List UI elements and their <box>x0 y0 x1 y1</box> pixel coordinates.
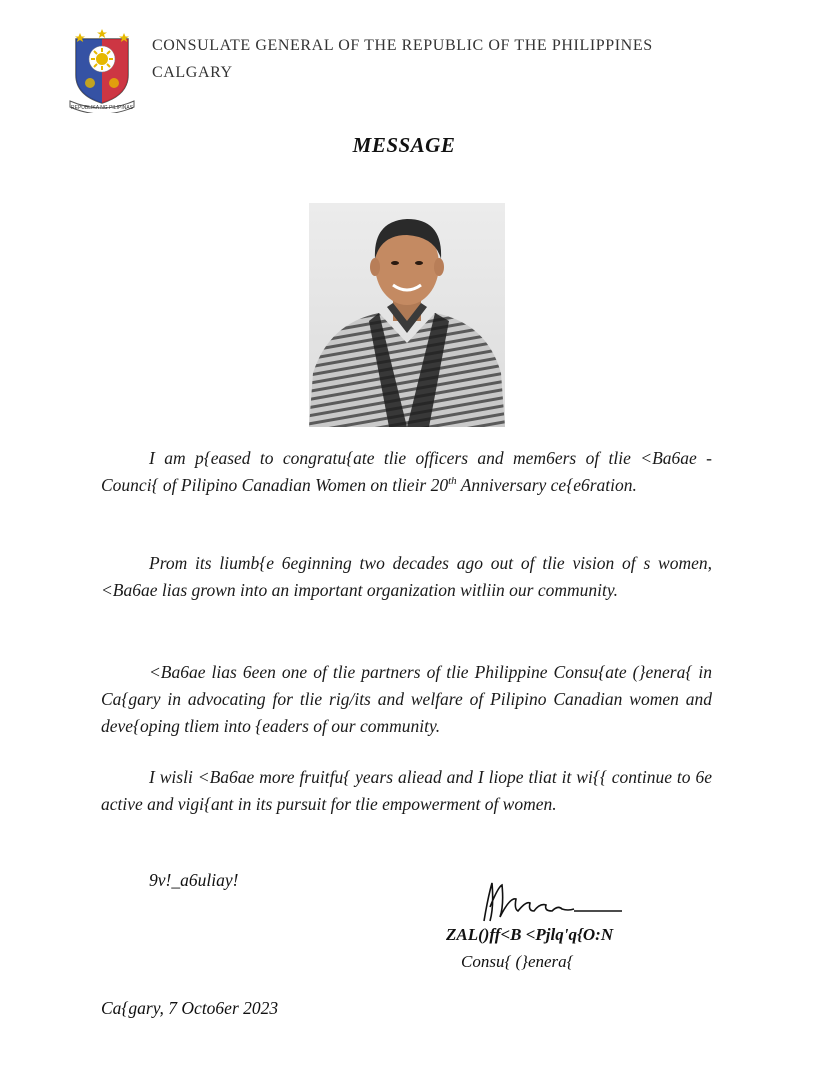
page-title: MESSAGE <box>352 133 456 157</box>
paragraph-wishes <box>101 764 712 818</box>
consulate-city: CALGARY <box>152 64 233 81</box>
signer-name: ZAL()ff<B <Pjlq'q{O:N <box>446 925 614 944</box>
handwritten-signature <box>470 877 630 927</box>
paragraph-history <box>101 550 712 604</box>
paragraph-text: <Ba6ae lias 6een one of tlie partners of tlie Philippine Consu{ate (}enera{ in Ca{gary in advocating for tlie rig/its and welfare of Pilipino Canadian women and deve{oping tliem into {eaders of our community. <box>101 662 712 736</box>
ordinal-suffix: th <box>448 475 457 488</box>
signer-title: Consu{ (}enera{ <box>461 952 574 971</box>
paragraph-text: Prom its liumb{e 6eginning two decades ago out of tlie vision of s women, <Ba6ae lias grown into an important organization witliin our community. <box>101 553 712 600</box>
paragraph-text: I am p{eased to congratu{ate tlie officers and mem6ers of tlie <Ba6ae - Counci{ of Pilipino Canadian Women on tlieir 20 <box>101 448 712 495</box>
consulate-name: CONSULATE GENERAL OF THE REPUBLIC OF THE PHILIPPINES <box>152 37 653 54</box>
svg-text:REPUBLIKA NG PILIPINAS: REPUBLIKA NG PILIPINAS <box>71 105 133 111</box>
paragraph-partnership <box>101 659 712 740</box>
paragraph-congratulations <box>101 445 712 499</box>
paragraph-text: Anniversary ce{e6ration. <box>456 475 637 495</box>
paragraph-text: I wisli <Ba6ae more fruitfu{ years aliead and I liope tliat it wi{{ continue to 6e active and vigi{ant in its pursuit for tlie empowerment of women. <box>101 767 712 814</box>
philippine-seal-icon <box>68 29 136 113</box>
portrait-photo <box>309 203 505 427</box>
place-and-date: Ca{gary, 7 Octo6er 2023 <box>101 998 279 1018</box>
closing-greeting: 9v!_a6uliay! <box>149 870 239 890</box>
